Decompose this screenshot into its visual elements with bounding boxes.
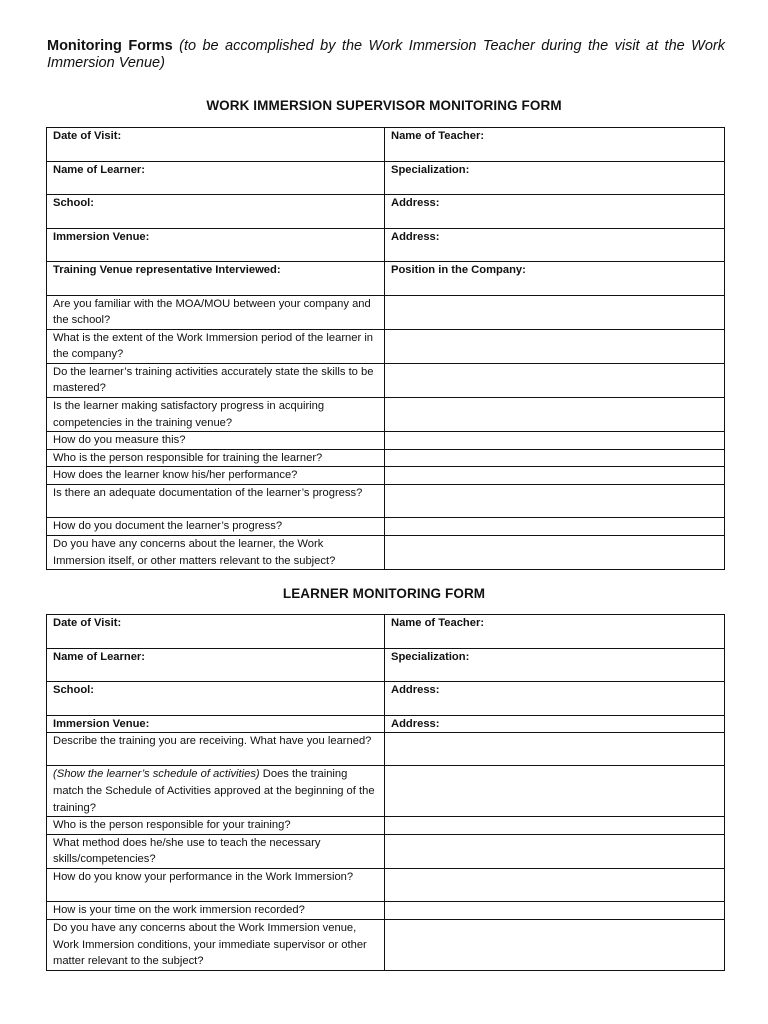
address-label: Address:	[385, 682, 725, 716]
date-of-visit-label: Date of Visit:	[47, 128, 385, 162]
answer-cell[interactable]	[385, 920, 725, 971]
answer-cell[interactable]	[385, 485, 725, 518]
question-text: How do you document the learner’s progress?	[47, 518, 385, 536]
info-row	[47, 715, 725, 733]
question-text: What is the extent of the Work Immersion period of the learner in the company?	[47, 329, 385, 363]
address-label: Address:	[385, 228, 725, 262]
question-text: How do you measure this?	[47, 432, 385, 450]
answer-cell[interactable]	[385, 467, 725, 485]
question-row	[47, 329, 725, 363]
question-row	[47, 733, 725, 766]
question-text: Who is the person responsible for training the learner?	[47, 449, 385, 467]
school-label: School:	[47, 682, 385, 716]
question-row	[47, 363, 725, 397]
name-of-learner-label: Name of Learner:	[47, 161, 385, 195]
answer-cell[interactable]	[385, 902, 725, 920]
question-row	[47, 902, 725, 920]
school-label: School:	[47, 195, 385, 229]
question-text: How is your time on the work immersion recorded?	[47, 902, 385, 920]
address-label: Address:	[385, 715, 725, 733]
question-row	[47, 869, 725, 902]
specialization-label: Specialization:	[385, 161, 725, 195]
address-label: Address:	[385, 195, 725, 229]
name-of-learner-label: Name of Learner:	[47, 648, 385, 682]
question-row	[47, 295, 725, 329]
name-of-teacher-label: Name of Teacher:	[385, 128, 725, 162]
answer-cell[interactable]	[385, 518, 725, 536]
specialization-label: Specialization:	[385, 648, 725, 682]
supervisor-form-table	[46, 127, 725, 570]
immersion-venue-label: Immersion Venue:	[47, 715, 385, 733]
question-text: Is there an adequate documentation of the learner’s progress?	[47, 485, 385, 518]
question-text: What method does he/she use to teach the necessary skills/competencies?	[47, 834, 385, 868]
question-text: Do you have any concerns about the Work Immersion venue, Work Immersion conditions, your immediate supervisor or other matter relevant to the subject?	[47, 920, 385, 971]
learner-form-title: LEARNER MONITORING FORM	[282, 586, 486, 601]
question-row	[47, 536, 725, 570]
question-text: Do you have any concerns about the learner, the Work Immersion itself, or other matters relevant to the subject?	[47, 536, 385, 570]
answer-cell[interactable]	[385, 766, 725, 817]
question-row	[47, 398, 725, 432]
question-row	[47, 766, 725, 817]
question-row	[47, 834, 725, 868]
question-row	[47, 432, 725, 450]
intro-title: Monitoring Forms	[47, 38, 173, 54]
question-text-body: Does the training match the Schedule of Activities approved at the beginning of the training?	[53, 768, 375, 814]
answer-cell[interactable]	[385, 432, 725, 450]
training-venue-representative-label: Training Venue representative Interviewed:	[47, 262, 385, 296]
info-row	[47, 161, 725, 195]
question-row	[47, 485, 725, 518]
answer-cell[interactable]	[385, 398, 725, 432]
answer-cell[interactable]	[385, 449, 725, 467]
answer-cell[interactable]	[385, 733, 725, 766]
question-row	[47, 449, 725, 467]
question-text	[47, 766, 385, 817]
answer-cell[interactable]	[385, 295, 725, 329]
answer-cell[interactable]	[385, 834, 725, 868]
answer-cell[interactable]	[385, 329, 725, 363]
question-row	[47, 920, 725, 971]
immersion-venue-label: Immersion Venue:	[47, 228, 385, 262]
position-in-company-label: Position in the Company:	[385, 262, 725, 296]
info-row	[47, 195, 725, 229]
answer-cell[interactable]	[385, 363, 725, 397]
question-row	[47, 467, 725, 485]
question-text: Describe the training you are receiving. What have you learned?	[47, 733, 385, 766]
date-of-visit-label: Date of Visit:	[47, 615, 385, 649]
question-row	[47, 518, 725, 536]
learner-form-table	[46, 614, 725, 971]
answer-cell[interactable]	[385, 817, 725, 835]
info-row	[47, 648, 725, 682]
schedule-note: (Show the learner’s schedule of activities)	[53, 768, 260, 781]
name-of-teacher-label: Name of Teacher:	[385, 615, 725, 649]
question-text: Is the learner making satisfactory progress in acquiring competencies in the training venue?	[47, 398, 385, 432]
question-text: How does the learner know his/her performance?	[47, 467, 385, 485]
info-row	[47, 128, 725, 162]
question-text: Do the learner’s training activities accurately state the skills to be mastered?	[47, 363, 385, 397]
intro-note: (to be accomplished by the Work Immersion Teacher during the visit at the Work Immersion Venue)	[47, 38, 725, 71]
answer-cell[interactable]	[385, 536, 725, 570]
question-text: How do you know your performance in the Work Immersion?	[47, 869, 385, 902]
supervisor-form-title: WORK IMMERSION SUPERVISOR MONITORING FORM	[206, 98, 562, 113]
info-row	[47, 615, 725, 649]
info-row	[47, 682, 725, 716]
question-row	[47, 817, 725, 835]
intro-paragraph	[47, 38, 725, 72]
info-row	[47, 228, 725, 262]
question-text: Are you familiar with the MOA/MOU between your company and the school?	[47, 295, 385, 329]
answer-cell[interactable]	[385, 869, 725, 902]
info-row	[47, 262, 725, 296]
question-text: Who is the person responsible for your training?	[47, 817, 385, 835]
